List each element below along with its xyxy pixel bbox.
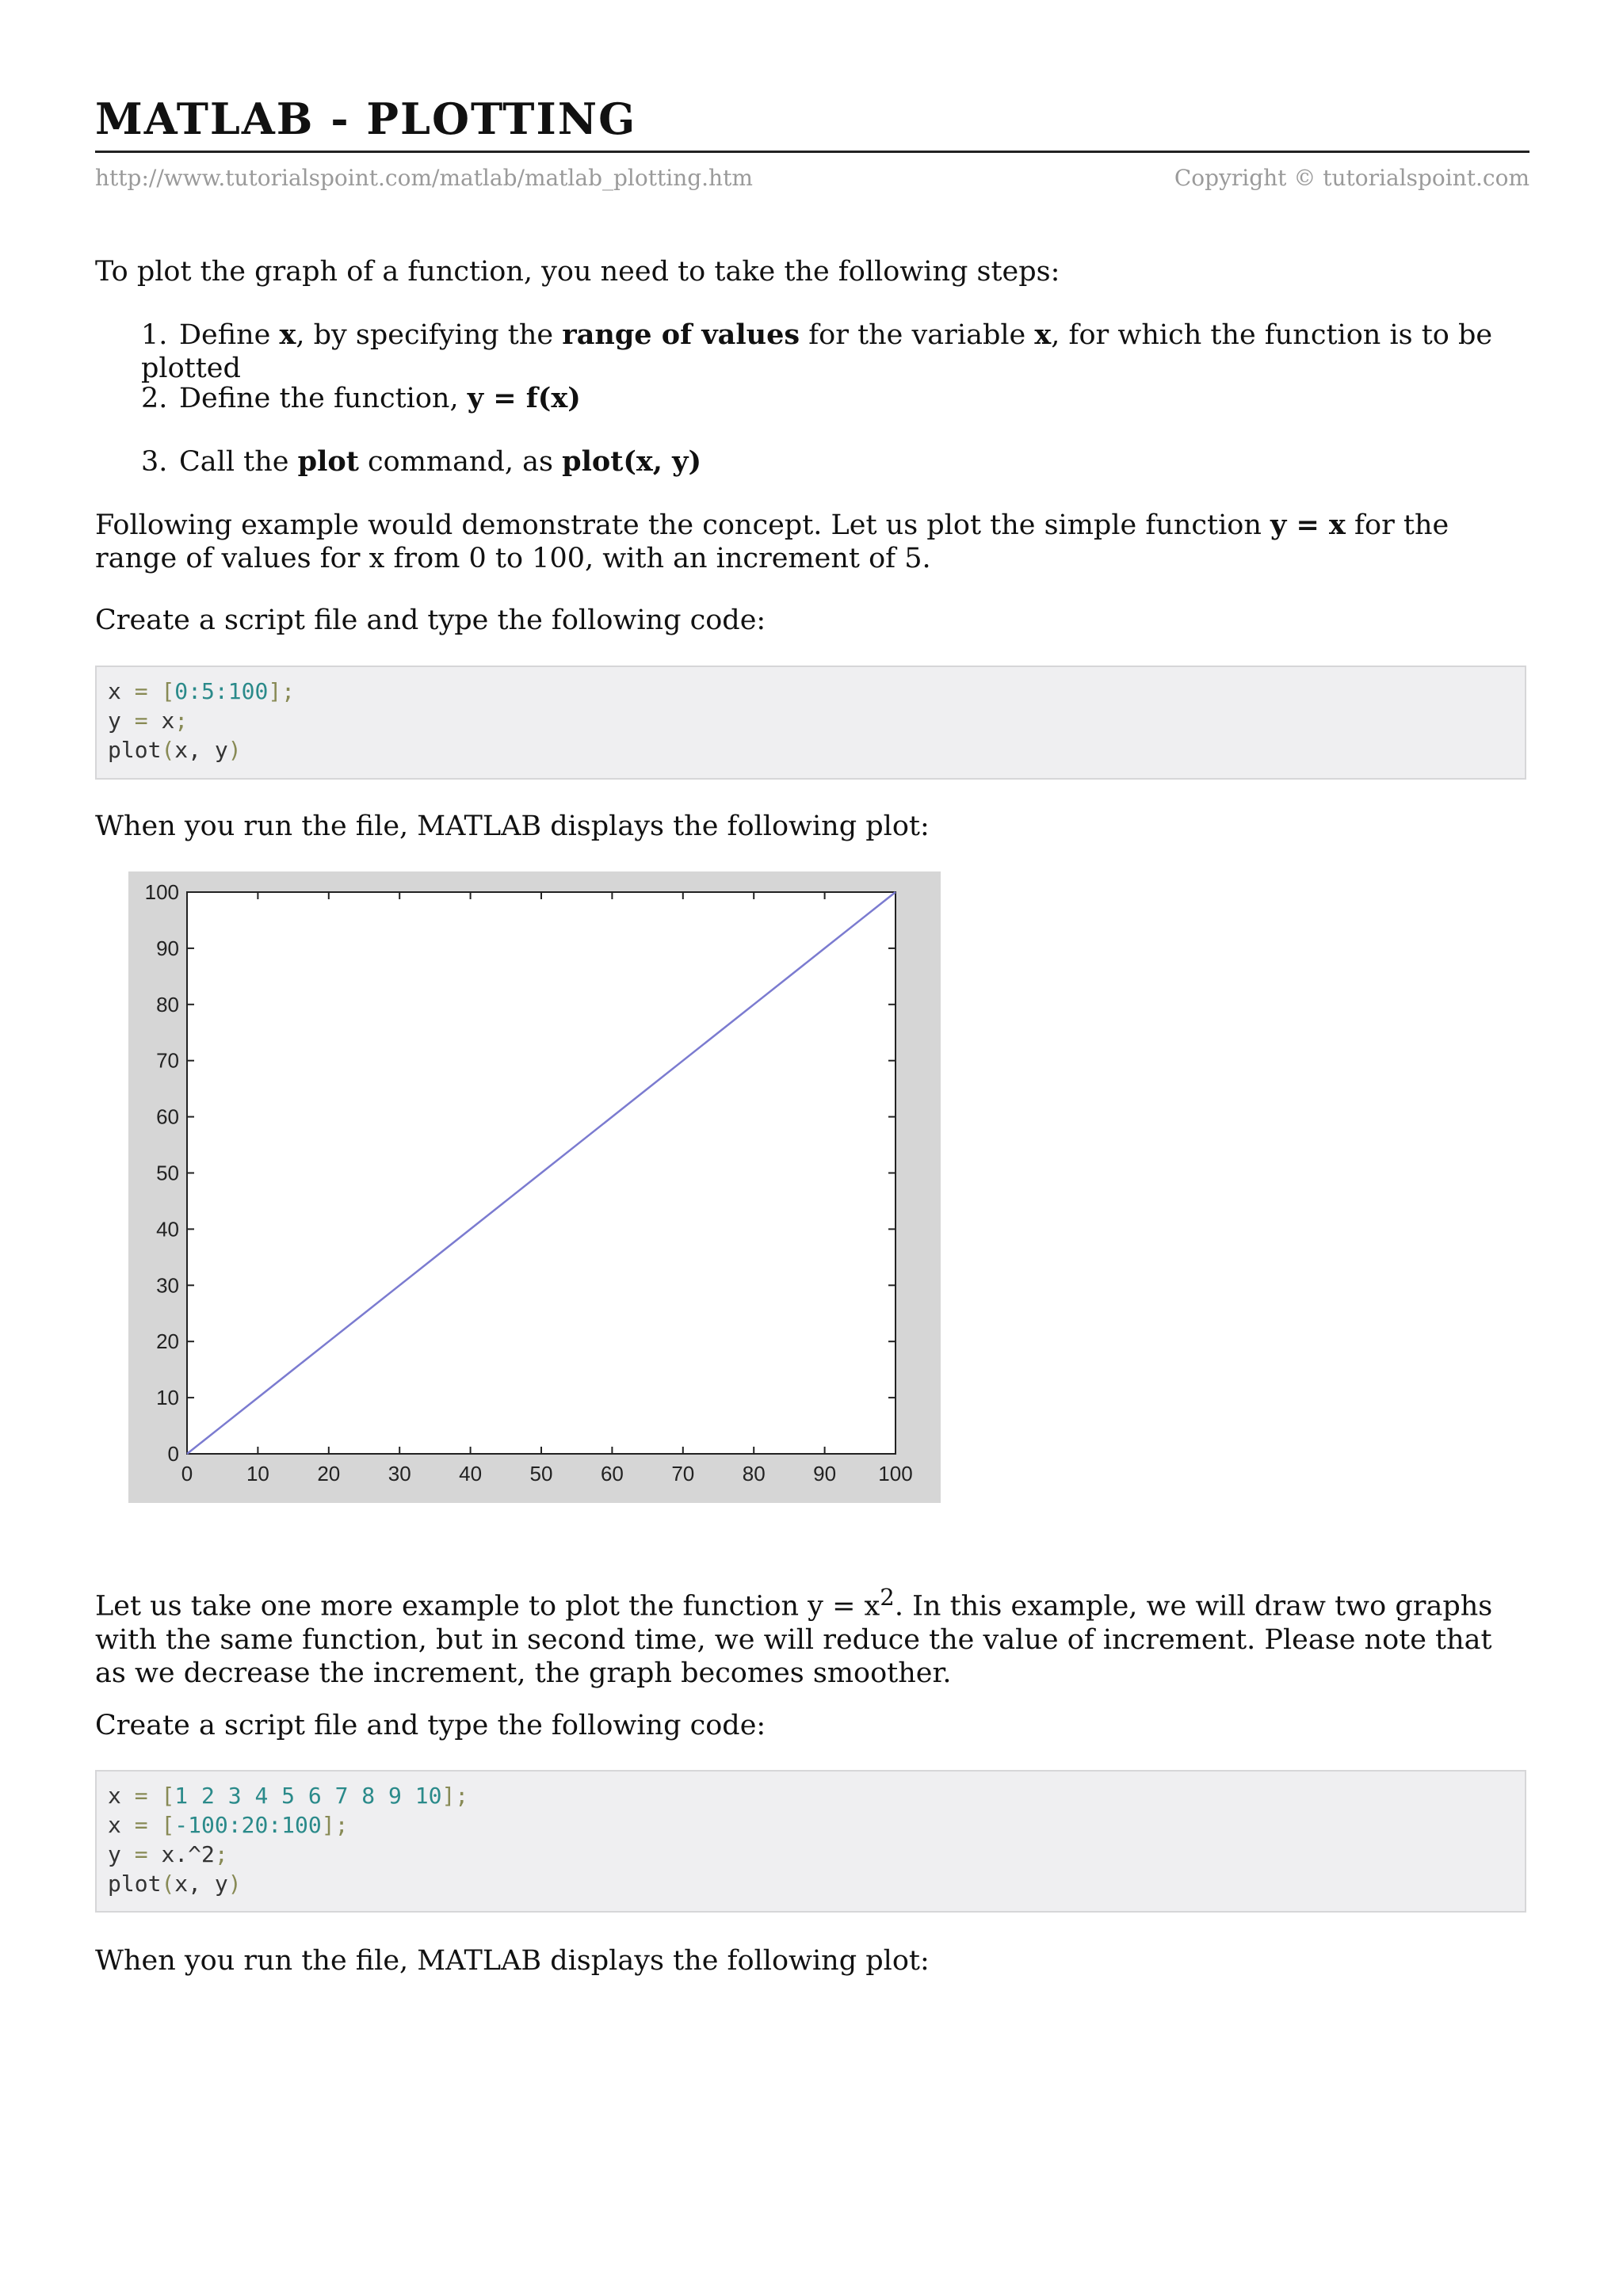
y-tick-label: 50 (156, 1161, 179, 1185)
y-tick-label: 30 (156, 1273, 179, 1298)
step-text: Define (179, 319, 280, 351)
paragraph-text: Let us take one more example to plot the function y = x (95, 1590, 880, 1623)
x-tick-label: 30 (388, 1462, 411, 1486)
code-token: ]; (321, 1812, 349, 1838)
code-token: = (120, 1783, 162, 1809)
x-tick-label: 90 (813, 1462, 837, 1486)
code-line (108, 1840, 1514, 1869)
code-token: x (108, 1783, 121, 1809)
code-token: x, y (174, 1871, 228, 1897)
paragraph-text: for the range of values for x from 0 to 100, with an increment of 5. (95, 509, 1449, 574)
step-text: Define the function, (179, 383, 468, 414)
x-tick-label: 100 (878, 1462, 913, 1486)
step-item (141, 318, 1529, 385)
source-url[interactable]: http://www.tutorialspoint.com/matlab/matlab_plotting.htm (95, 165, 753, 191)
code-token: ) (227, 737, 242, 763)
y-tick-label: 10 (156, 1386, 179, 1410)
y-tick-label: 70 (156, 1048, 179, 1073)
code-token: ]; (441, 1783, 469, 1809)
code-token: x.^2 (161, 1841, 215, 1867)
code-token: x, y (174, 737, 228, 763)
code-block-1[interactable] (95, 666, 1526, 780)
code-token: [ (161, 1812, 175, 1838)
title-divider (95, 151, 1529, 153)
code-line (108, 706, 1514, 735)
code-line (108, 1781, 1514, 1810)
example2-paragraph (95, 1581, 1529, 1690)
code-token: [ (161, 1783, 175, 1809)
page-title: MATLAB - PLOTTING (95, 93, 637, 144)
code-token: ; (174, 707, 189, 734)
step-item (141, 445, 701, 479)
x-tick-label: 0 (181, 1462, 193, 1486)
step-bold: range of values (562, 318, 800, 351)
paragraph-bold: y = x (1270, 509, 1346, 541)
code-token: = (120, 1841, 162, 1867)
step-bold: plot(x, y) (562, 445, 702, 478)
y-tick-label: 40 (156, 1217, 179, 1241)
line-chart (128, 871, 941, 1503)
code-token: = (120, 678, 162, 704)
code-token: = (120, 1812, 162, 1838)
code-token: x (108, 678, 121, 704)
copyright-notice: Copyright © tutorialspoint.com (1174, 165, 1529, 191)
x-tick-label: 20 (317, 1462, 341, 1486)
code-token: x (161, 707, 175, 734)
step-number: 1. (141, 319, 168, 351)
y-tick-label: 100 (144, 880, 179, 904)
code-line (108, 1810, 1514, 1840)
create-script-text: Create a script file and type the following code: (95, 1710, 766, 1741)
code-token: = (120, 707, 162, 734)
code-line (108, 677, 1514, 706)
code-block-2[interactable] (95, 1770, 1526, 1913)
x-tick-label: 60 (600, 1462, 624, 1486)
code-token: y (108, 1841, 121, 1867)
paragraph-text: Following example would demonstrate the concept. Let us plot the simple function (95, 509, 1271, 541)
code-token: x (108, 1812, 121, 1838)
code-token: 0:5:100 (174, 678, 269, 704)
step-bold: plot (297, 445, 359, 478)
step-bold: x (1034, 318, 1052, 351)
example1-paragraph (95, 509, 1529, 575)
x-tick-label: 40 (459, 1462, 483, 1486)
run-file-text: When you run the file, MATLAB displays the following plot: (95, 810, 930, 842)
y-tick-label: 80 (156, 992, 179, 1016)
step-text: for the variable (800, 319, 1035, 351)
intro-paragraph: To plot the graph of a function, you need to take the following steps: (95, 256, 1060, 288)
code-token: ]; (268, 678, 296, 704)
y-tick-label: 60 (156, 1104, 179, 1129)
code-line (108, 735, 1514, 765)
step-text: , for which the function is to be plotted (141, 319, 1493, 384)
code-token: y (108, 707, 121, 734)
step-text: Call the (179, 446, 298, 478)
run-file-text: When you run the file, MATLAB displays the following plot: (95, 1945, 930, 1977)
code-token: 1 2 3 4 5 6 7 8 9 10 (174, 1783, 442, 1809)
step-bold: x (279, 318, 296, 351)
y-tick-label: 90 (156, 936, 179, 960)
y-tick-label: 20 (156, 1329, 179, 1354)
y-tick-label: 0 (167, 1442, 179, 1466)
x-tick-label: 10 (246, 1462, 269, 1486)
code-token: ) (227, 1871, 242, 1897)
code-line (108, 1869, 1514, 1898)
x-tick-label: 70 (671, 1462, 695, 1486)
step-text: command, as (358, 446, 563, 478)
step-item (141, 382, 581, 415)
step-text: , by specifying the (296, 319, 563, 351)
step-number: 2. (141, 383, 168, 414)
create-script-text: Create a script file and type the following code: (95, 605, 766, 636)
paragraph-text: . In this example, we will draw two graphs with the same function, but in second time, we will reduce the value of increment. Please note that as we decrease the increment, the graph becomes smoother. (95, 1590, 1493, 1689)
code-token: ( (161, 1871, 175, 1897)
code-token: [ (161, 678, 175, 704)
x-tick-label: 50 (529, 1462, 553, 1486)
code-token: ( (161, 737, 175, 763)
code-token: -100:20:100 (174, 1812, 322, 1838)
x-tick-label: 80 (742, 1462, 766, 1486)
step-number: 3. (141, 446, 168, 478)
code-token: plot (108, 1871, 162, 1897)
code-token: ; (214, 1841, 228, 1867)
code-token: plot (108, 737, 162, 763)
superscript: 2 (880, 1584, 895, 1611)
step-bold: y = f(x) (467, 382, 581, 414)
plot-figure (128, 871, 941, 1503)
